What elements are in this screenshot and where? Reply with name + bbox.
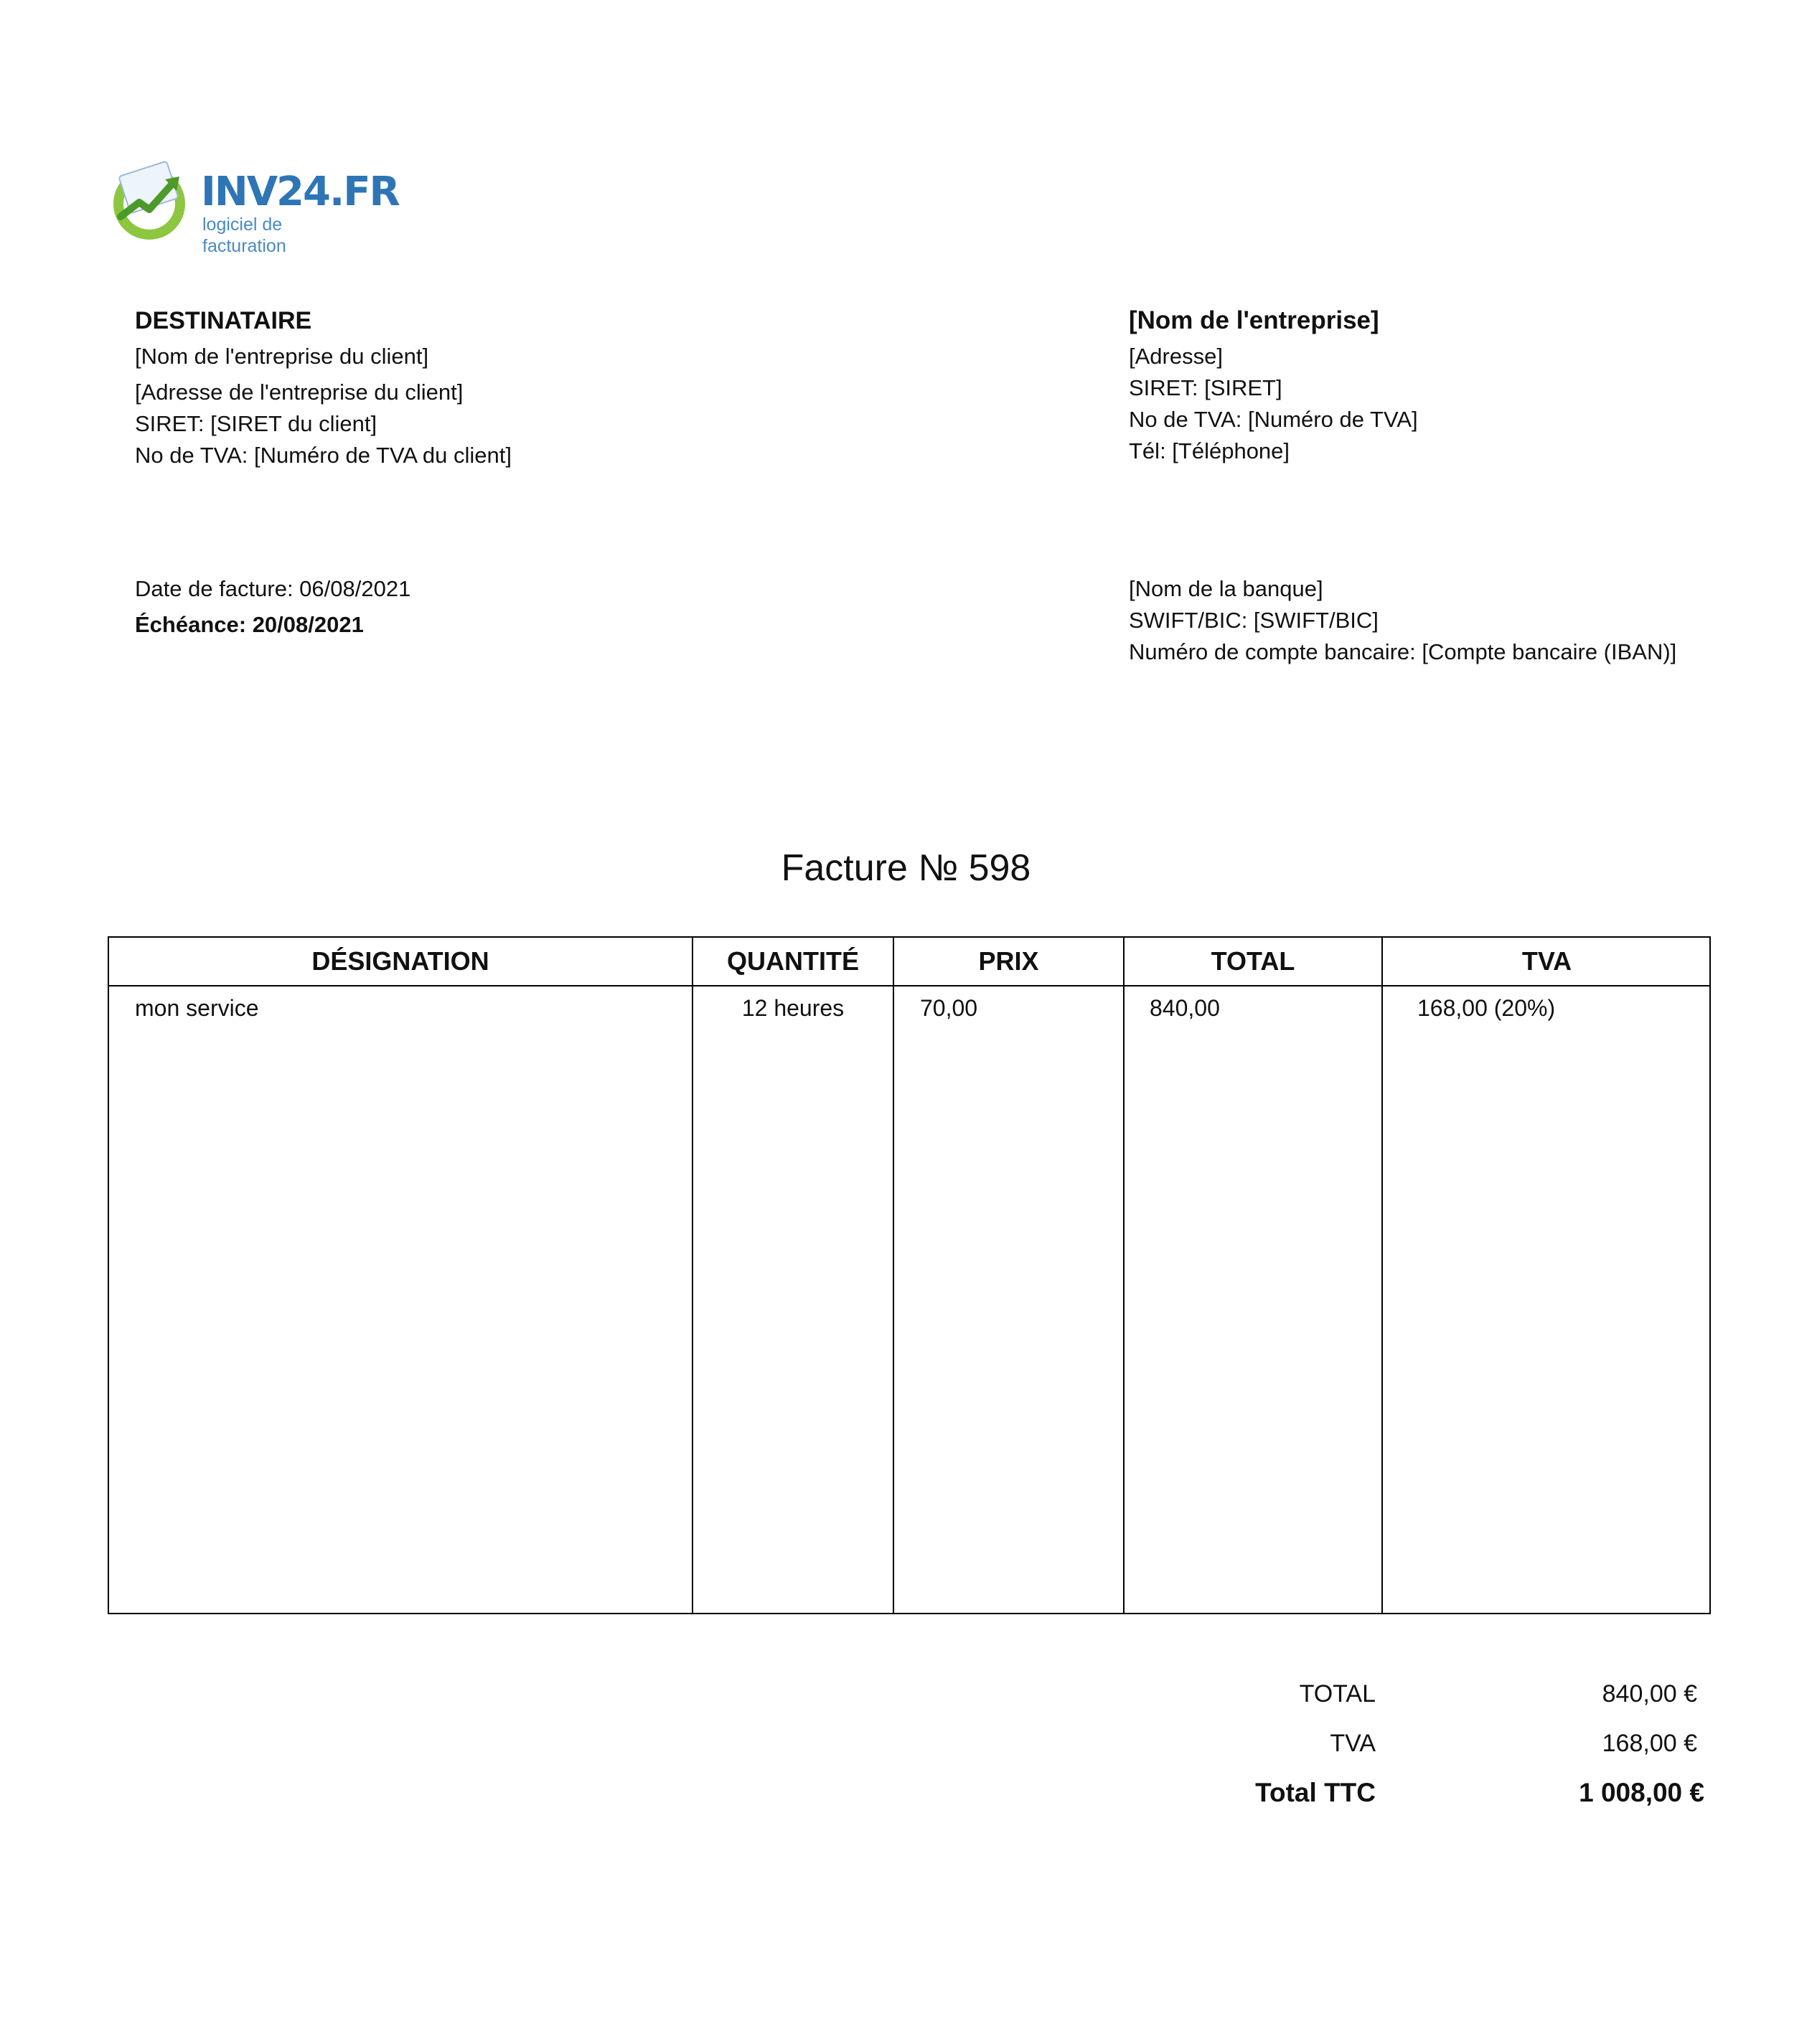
due-date: Échéance: 20/08/2021 bbox=[135, 612, 364, 637]
recipient-address: [Adresse de l'entreprise du client] bbox=[135, 380, 464, 405]
bank-account: Numéro de compte bancaire: [Compte bancaire (IBAN)] bbox=[1129, 639, 1677, 664]
recipient-name: [Nom de l'entreprise du client] bbox=[135, 344, 429, 369]
recipient-vat: No de TVA: [Numéro de TVA du client] bbox=[135, 443, 512, 468]
vat-total-label: TVA bbox=[1330, 1730, 1376, 1757]
bank-block bbox=[1129, 573, 1676, 668]
column-header-vat: TVA bbox=[1521, 946, 1572, 976]
column-divider bbox=[893, 938, 894, 1613]
recipient-siret: SIRET: [SIRET du client] bbox=[135, 411, 377, 436]
company-address: [Adresse] bbox=[1129, 344, 1223, 369]
column-divider bbox=[1381, 938, 1383, 1613]
column-header-quantity: QUANTITÉ bbox=[727, 946, 859, 976]
cell-quantity: 12 heures bbox=[741, 995, 845, 1021]
invoice-date: Date de facture: 06/08/2021 bbox=[135, 576, 411, 601]
bank-swift: SWIFT/BIC: [SWIFT/BIC] bbox=[1129, 608, 1379, 633]
recipient-block bbox=[135, 305, 512, 471]
logo-title: INV24.FR bbox=[201, 169, 399, 215]
column-header-designation: DÉSIGNATION bbox=[311, 946, 489, 976]
cell-vat: 168,00 (20%) bbox=[1417, 995, 1556, 1021]
company-siret: SIRET: [SIRET] bbox=[1129, 375, 1282, 400]
cell-price: 70,00 bbox=[920, 995, 978, 1021]
total-value: 840,00 € bbox=[1602, 1680, 1697, 1708]
company-name: [Nom de l'entreprise] bbox=[1129, 306, 1379, 334]
dates-block bbox=[135, 573, 410, 641]
column-divider bbox=[692, 938, 693, 1613]
items-table bbox=[108, 936, 1711, 1614]
invoice-title: Facture № 598 bbox=[781, 847, 1031, 889]
logo-tagline: logiciel de facturation bbox=[202, 215, 286, 256]
recipient-heading: DESTINATAIRE bbox=[135, 307, 312, 334]
cell-designation: mon service bbox=[135, 995, 259, 1021]
vat-total-value: 168,00 € bbox=[1602, 1730, 1697, 1757]
ttc-label: Total TTC bbox=[1255, 1778, 1376, 1807]
company-block bbox=[1129, 305, 1418, 467]
column-header-total: TOTAL bbox=[1211, 946, 1295, 976]
header-divider bbox=[109, 985, 1709, 986]
cell-total: 840,00 bbox=[1150, 995, 1220, 1021]
company-logo bbox=[108, 158, 399, 256]
total-label: TOTAL bbox=[1299, 1680, 1376, 1708]
company-vat: No de TVA: [Numéro de TVA] bbox=[1129, 407, 1418, 432]
bank-name: [Nom de la banque] bbox=[1129, 576, 1323, 601]
ttc-value: 1 008,00 € bbox=[1579, 1778, 1704, 1807]
column-header-price: PRIX bbox=[978, 946, 1039, 976]
column-divider bbox=[1123, 938, 1125, 1613]
logo-arrow-icon bbox=[108, 158, 192, 242]
company-phone: Tél: [Téléphone] bbox=[1129, 438, 1290, 463]
